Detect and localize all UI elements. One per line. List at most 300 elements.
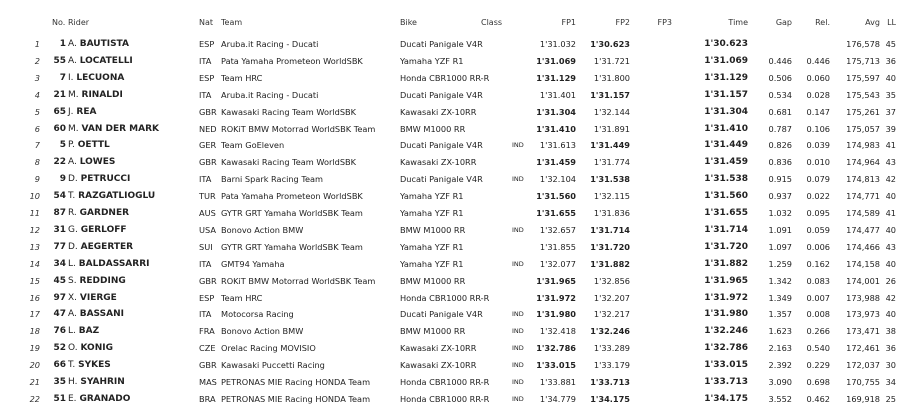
rider-surname: REA — [76, 106, 97, 117]
rider-surname: OETTL — [77, 140, 110, 151]
fp2-time: 1'31.538 — [590, 174, 630, 185]
nationality: GBR — [199, 106, 217, 117]
bike-model: Kawasaki ZX-10RR — [400, 106, 477, 117]
fp1-time: 1'31.560 — [536, 191, 576, 202]
gap: 0.826 — [768, 140, 792, 151]
table-row — [0, 374, 900, 391]
bike-model: Ducati Panigale V4R — [400, 309, 483, 320]
class-badge: IND — [512, 344, 524, 353]
bike-model: BMW M1000 RR — [400, 123, 466, 134]
best-time: 1'31.129 — [704, 72, 748, 83]
fp2-time: 1'34.175 — [590, 393, 630, 404]
bike-model: Ducati Panigale V4R — [400, 39, 483, 49]
rider-surname: VAN DER MARK — [81, 123, 160, 134]
class-badge: IND — [512, 225, 524, 234]
team-name: Pata Yamaha Prometeon WorldSBK — [221, 55, 363, 66]
table-row — [0, 357, 900, 374]
gap: 1.349 — [768, 292, 792, 303]
best-time: 1'32.786 — [704, 343, 748, 354]
gap: 0.534 — [768, 89, 792, 100]
team-name: GYTR GRT Yamaha WorldSBK Team — [221, 208, 363, 218]
nationality: ITA — [199, 89, 212, 100]
rider-number: 54 — [53, 191, 66, 202]
fp1-time: 1'33.015 — [536, 360, 576, 371]
laps: 41 — [885, 140, 896, 151]
header-class: Class — [481, 18, 503, 27]
fp1-time: 1'32.657 — [539, 224, 576, 235]
team-name: ROKiT BMW Motorrad WorldSBK Team — [221, 275, 376, 286]
rider-surname: GERLOFF — [80, 224, 127, 235]
rider-number: 1 — [59, 39, 66, 49]
position: 6 — [34, 123, 40, 134]
rider-name — [68, 154, 115, 171]
class-badge: IND — [512, 259, 524, 268]
header-bike: Bike — [400, 18, 417, 27]
fp1-time: 1'31.401 — [539, 89, 576, 100]
fp1-time: 1'31.613 — [539, 140, 576, 151]
relative-gap: 0.079 — [806, 174, 830, 185]
team-name: PETRONAS MIE Racing HONDA Team — [221, 393, 371, 404]
nationality: ITA — [199, 309, 212, 320]
rider-number: 9 — [59, 174, 66, 185]
average-speed: 175,713 — [846, 55, 880, 66]
position: 11 — [29, 208, 40, 218]
laps: 43 — [885, 241, 896, 252]
rider-initial: I. — [68, 72, 74, 83]
best-time: 1'31.304 — [704, 106, 748, 117]
rider-surname: RAZGATLIOGLU — [78, 191, 156, 202]
table-row — [0, 70, 900, 87]
laps: 30 — [885, 360, 896, 371]
gap: 0.446 — [768, 55, 792, 66]
laps: 43 — [885, 157, 896, 168]
rider-number: 66 — [53, 360, 66, 371]
class-badge: IND — [512, 361, 524, 370]
nationality: ESP — [199, 39, 215, 49]
rider-number: 21 — [53, 89, 66, 100]
relative-gap: 0.028 — [806, 89, 830, 100]
laps: 45 — [885, 39, 896, 49]
rider-initial: A. — [68, 157, 77, 168]
rider-surname: GARDNER — [79, 208, 130, 218]
nationality: ITA — [199, 174, 212, 185]
average-speed: 170,755 — [846, 377, 880, 387]
fp1-time: 1'33.881 — [539, 377, 576, 387]
class-badge: IND — [512, 327, 524, 336]
laps: 40 — [885, 191, 896, 202]
team-name: Orelac Racing MOVISIO — [221, 343, 316, 354]
rider-number: 65 — [53, 106, 66, 117]
position: 7 — [34, 140, 40, 151]
table-row — [0, 273, 900, 290]
rider-number: 87 — [53, 208, 66, 218]
header-team: Team — [221, 18, 243, 27]
rider-number: 55 — [53, 55, 66, 66]
team-name: Barni Spark Racing Team — [221, 174, 323, 185]
team-name: Aruba.it Racing - Ducati — [221, 89, 319, 100]
nationality: GBR — [199, 275, 217, 286]
nationality: GBR — [199, 157, 217, 168]
bike-model: Yamaha YZF R1 — [400, 208, 464, 218]
rider-number: 45 — [53, 275, 66, 286]
team-name: Team GoEleven — [221, 140, 285, 151]
class-badge: IND — [512, 310, 524, 319]
best-time: 1'31.069 — [704, 55, 748, 66]
fp1-time: 1'31.304 — [536, 106, 576, 117]
rider-name — [68, 290, 117, 307]
rider-surname: SYKES — [78, 360, 111, 371]
average-speed: 174,813 — [846, 174, 880, 185]
rider-name — [68, 323, 99, 340]
best-time: 1'31.720 — [704, 241, 748, 252]
bike-model: Kawasaki ZX-10RR — [400, 360, 477, 371]
class-badge: IND — [512, 394, 524, 403]
position: 21 — [29, 377, 40, 387]
table-row — [0, 137, 900, 154]
fp2-time: 1'32.144 — [593, 106, 630, 117]
laps: 40 — [885, 72, 896, 83]
header-no: No. — [52, 18, 66, 27]
rider-number: 47 — [53, 309, 66, 320]
rider-surname: LECUONA — [76, 72, 125, 83]
fp2-time: 1'31.721 — [593, 55, 630, 66]
rider-number: 22 — [53, 157, 66, 168]
bike-model: Yamaha YZF R1 — [400, 191, 464, 202]
team-name: Kawasaki Puccetti Racing — [221, 360, 325, 371]
average-speed: 173,471 — [846, 326, 880, 337]
class-badge: IND — [512, 175, 524, 184]
fp1-time: 1'31.965 — [536, 275, 576, 286]
fp2-time: 1'31.720 — [590, 241, 630, 252]
average-speed: 175,543 — [846, 89, 880, 100]
rider-initial: H. — [68, 377, 78, 387]
fp1-time: 1'31.129 — [536, 72, 576, 83]
rider-initial: T. — [68, 191, 76, 202]
relative-gap: 0.060 — [806, 72, 830, 83]
header-time: Time — [728, 18, 748, 27]
position: 12 — [29, 224, 40, 235]
nationality: GER — [199, 140, 217, 151]
average-speed: 173,988 — [846, 292, 880, 303]
laps: 26 — [885, 275, 896, 286]
laps: 40 — [885, 258, 896, 269]
average-speed: 175,597 — [846, 72, 880, 83]
team-name: Team HRC — [221, 72, 263, 83]
rider-initial: L. — [68, 326, 76, 337]
header-avg: Avg — [865, 18, 880, 27]
relative-gap: 0.462 — [806, 393, 830, 404]
table-row — [0, 239, 900, 256]
table-row — [0, 222, 900, 239]
best-time: 1'33.713 — [704, 377, 748, 387]
rider-initial: A. — [68, 39, 77, 49]
rider-surname: PETRUCCI — [80, 174, 131, 185]
position: 14 — [29, 258, 40, 269]
fp2-time: 1'31.891 — [593, 123, 630, 134]
relative-gap: 0.022 — [806, 191, 830, 202]
rider-number: 77 — [53, 241, 66, 252]
bike-model: Kawasaki ZX-10RR — [400, 157, 477, 168]
rider-name — [68, 239, 133, 256]
gap: 1.357 — [768, 309, 792, 320]
rider-number: 35 — [53, 377, 66, 387]
bike-model: Ducati Panigale V4R — [400, 174, 483, 185]
rider-name — [68, 171, 130, 188]
relative-gap: 0.039 — [806, 140, 830, 151]
rider-number: 7 — [59, 72, 66, 83]
rider-surname: BAUTISTA — [79, 39, 129, 49]
nationality: USA — [199, 224, 216, 235]
best-time: 1'30.623 — [704, 39, 748, 49]
fp2-time: 1'31.800 — [593, 72, 630, 83]
rider-number: 5 — [59, 140, 66, 151]
fp1-time: 1'31.410 — [536, 123, 576, 134]
table-row — [0, 391, 900, 408]
rider-initial: L. — [68, 258, 76, 269]
best-time: 1'31.560 — [704, 191, 748, 202]
relative-gap: 0.147 — [806, 106, 830, 117]
position: 9 — [34, 174, 40, 185]
team-name: Bonovo Action BMW — [221, 224, 304, 235]
best-time: 1'31.538 — [704, 174, 748, 185]
laps: 38 — [885, 326, 896, 337]
fp1-time: 1'31.972 — [536, 292, 576, 303]
relative-gap: 0.266 — [806, 326, 830, 337]
fp2-time: 1'31.774 — [593, 157, 630, 168]
rider-initial: D. — [68, 241, 78, 252]
header-gap: Gap — [775, 18, 792, 27]
rider-name — [68, 273, 126, 290]
fp2-time: 1'32.115 — [593, 191, 630, 202]
position: 18 — [29, 326, 40, 337]
fp2-time: 1'32.217 — [593, 309, 630, 320]
average-speed: 175,261 — [846, 106, 880, 117]
best-time: 1'31.157 — [704, 89, 748, 100]
relative-gap: 0.446 — [806, 55, 830, 66]
best-time: 1'32.246 — [704, 326, 748, 337]
rider-number: 34 — [53, 258, 66, 269]
fp2-time: 1'31.157 — [590, 89, 630, 100]
header-fp2: FP2 — [615, 18, 630, 27]
team-name: Kawasaki Racing Team WorldSBK — [221, 157, 357, 168]
gap: 3.090 — [768, 377, 792, 387]
relative-gap: 0.162 — [806, 258, 830, 269]
position: 1 — [34, 39, 40, 49]
bike-model: Yamaha YZF R1 — [400, 258, 464, 269]
rider-name — [68, 256, 149, 273]
rider-surname: LOWES — [79, 157, 116, 168]
relative-gap: 0.095 — [806, 208, 830, 218]
rider-surname: BAZ — [78, 326, 100, 337]
fp2-time: 1'31.714 — [590, 224, 630, 235]
relative-gap: 0.006 — [806, 241, 830, 252]
rider-initial: O. — [68, 343, 78, 354]
nationality: ESP — [199, 292, 215, 303]
relative-gap: 0.059 — [806, 224, 830, 235]
position: 13 — [29, 241, 40, 252]
table-header — [0, 14, 900, 31]
fp2-time: 1'31.882 — [590, 258, 630, 269]
class-badge: IND — [512, 378, 524, 386]
relative-gap: 0.106 — [806, 123, 830, 134]
gap: 1.032 — [768, 208, 792, 218]
laps: 37 — [885, 106, 896, 117]
bike-model: BMW M1000 RR — [400, 275, 466, 286]
team-name: Bonovo Action BMW — [221, 326, 304, 337]
relative-gap: 0.229 — [806, 360, 830, 371]
rider-initial: S. — [68, 275, 77, 286]
rider-surname: RINALDI — [81, 89, 123, 100]
laps: 42 — [885, 174, 896, 185]
rider-initial: J. — [68, 106, 74, 117]
gap: 1.259 — [768, 258, 792, 269]
rider-surname: KONIG — [80, 343, 113, 354]
header-fp3: FP3 — [657, 18, 672, 27]
position: 4 — [34, 89, 40, 100]
nationality: NED — [199, 123, 217, 134]
team-name: PETRONAS MIE Racing HONDA Team — [221, 377, 371, 387]
average-speed: 174,477 — [846, 224, 880, 235]
laps: 39 — [885, 123, 896, 134]
fp1-time: 1'31.069 — [536, 55, 576, 66]
average-speed: 174,771 — [846, 191, 880, 202]
fp1-time: 1'32.786 — [536, 343, 576, 354]
position: 2 — [34, 55, 40, 66]
rider-number: 52 — [53, 343, 66, 354]
fp1-time: 1'31.032 — [539, 39, 576, 49]
rider-name — [68, 340, 113, 357]
header-nat: Nat — [199, 18, 214, 27]
team-name: Pata Yamaha Prometeon WorldSBK — [221, 191, 363, 202]
nationality: MAS — [199, 377, 217, 387]
table-row — [0, 87, 900, 104]
average-speed: 176,578 — [846, 39, 880, 49]
rider-name — [68, 205, 129, 222]
rider-name — [68, 357, 111, 374]
position: 10 — [29, 191, 40, 202]
bike-model: BMW M1000 RR — [400, 326, 466, 337]
nationality: BRA — [199, 393, 216, 404]
fp1-time: 1'31.980 — [536, 309, 576, 320]
nationality: TUR — [199, 191, 216, 202]
position: 16 — [29, 292, 40, 303]
rider-name — [68, 87, 123, 104]
fp1-time: 1'32.077 — [539, 258, 576, 269]
fp2-time: 1'33.289 — [593, 343, 630, 354]
bike-model: Honda CBR1000 RR-R — [400, 377, 490, 387]
rider-surname: AEGERTER — [80, 241, 134, 252]
header-rider: Rider — [68, 18, 90, 27]
gap: 3.552 — [768, 393, 792, 404]
gap: 0.787 — [768, 123, 792, 134]
laps: 41 — [885, 208, 896, 218]
gap: 0.506 — [768, 72, 792, 83]
nationality: ESP — [199, 72, 215, 83]
rider-surname: REDDING — [79, 275, 126, 286]
rider-initial: T. — [68, 360, 76, 371]
rider-initial: A. — [68, 55, 77, 66]
fp1-time: 1'32.104 — [539, 174, 576, 185]
bike-model: Ducati Panigale V4R — [400, 140, 483, 151]
header-rel: Rel. — [815, 18, 830, 27]
fp2-time: 1'33.179 — [593, 360, 630, 371]
table-row — [0, 323, 900, 340]
fp1-time: 1'31.855 — [539, 241, 576, 252]
best-time: 1'31.714 — [704, 224, 748, 235]
nationality: AUS — [199, 208, 216, 218]
table-row — [0, 104, 900, 121]
rider-name — [68, 137, 110, 154]
table-row — [0, 171, 900, 188]
fp2-time: 1'30.623 — [590, 39, 630, 49]
rider-name — [68, 188, 155, 205]
table-row — [0, 154, 900, 171]
position: 8 — [34, 157, 40, 168]
rider-initial: M. — [68, 89, 79, 100]
rider-surname: GRANADO — [79, 393, 131, 404]
table-row — [0, 290, 900, 307]
average-speed: 169,918 — [846, 393, 880, 404]
bike-model: Yamaha YZF R1 — [400, 241, 464, 252]
best-time: 1'34.175 — [704, 393, 748, 404]
rider-initial: P. — [68, 140, 75, 151]
laps: 36 — [885, 55, 896, 66]
best-time: 1'31.972 — [704, 292, 748, 303]
team-name: Aruba.it Racing - Ducati — [221, 39, 319, 49]
rider-name — [68, 306, 124, 323]
rider-surname: SYAHRIN — [80, 377, 125, 387]
bike-model: Honda CBR1000 RR-R — [400, 292, 490, 303]
average-speed: 172,037 — [846, 360, 880, 371]
best-time: 1'31.410 — [704, 123, 748, 134]
fp2-time: 1'32.246 — [590, 326, 630, 337]
average-speed: 175,057 — [846, 123, 880, 134]
bike-model: Kawasaki ZX-10RR — [400, 343, 477, 354]
bike-model: Honda CBR1000 RR-R — [400, 72, 490, 83]
gap: 2.392 — [768, 360, 792, 371]
rider-name — [68, 36, 129, 53]
table-row — [0, 121, 900, 138]
team-name: Kawasaki Racing Team WorldSBK — [221, 106, 357, 117]
rider-initial: M. — [68, 123, 79, 134]
average-speed: 174,158 — [846, 258, 880, 269]
position: 5 — [34, 106, 40, 117]
table-row — [0, 53, 900, 70]
laps: 40 — [885, 224, 896, 235]
rider-name — [68, 222, 127, 239]
nationality: ITA — [199, 55, 212, 66]
bike-model: BMW M1000 RR — [400, 224, 466, 235]
rider-initial: E. — [68, 393, 77, 404]
average-speed: 174,001 — [846, 275, 880, 286]
nationality: GBR — [199, 360, 217, 371]
best-time: 1'31.655 — [704, 208, 748, 218]
nationality: CZE — [199, 343, 216, 354]
fp2-time: 1'31.449 — [590, 140, 630, 151]
position: 15 — [29, 275, 40, 286]
team-name: ROKiT BMW Motorrad WorldSBK Team — [221, 123, 376, 134]
rider-name — [68, 70, 124, 87]
best-time: 1'31.980 — [704, 309, 748, 320]
fp1-time: 1'32.418 — [539, 326, 576, 337]
rider-number: 60 — [53, 123, 66, 134]
laps: 35 — [885, 89, 896, 100]
team-name: GMT94 Yamaha — [221, 258, 285, 269]
team-name: Motocorsa Racing — [221, 309, 294, 320]
nationality: ITA — [199, 258, 212, 269]
gap: 2.163 — [768, 343, 792, 354]
bike-model: Ducati Panigale V4R — [400, 89, 483, 100]
